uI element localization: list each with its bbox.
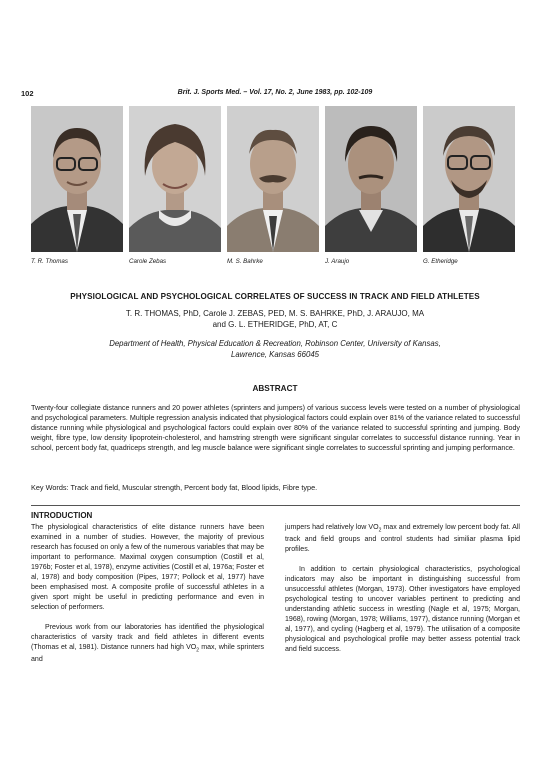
- abstract-heading: ABSTRACT: [252, 384, 298, 393]
- body-column-right: [285, 523, 520, 655]
- portrait-zebas: [129, 106, 221, 265]
- introduction-heading: INTRODUCTION: [31, 511, 93, 520]
- author-line: and G. L. ETHERIDGE, PhD, AT, C: [212, 320, 338, 329]
- portrait-photo: [325, 106, 417, 252]
- page-number: 102: [21, 89, 34, 98]
- abstract-text: Twenty-four collegiate distance runners and 20 power athletes (sprinters and jumpers) of various success levels were tested on a number of physiological and psychological parameters. Multiple regression analysis indicated that physiological factors could explain over 81% of the variance related to successful distance running while physiological and psychological factors could explain over 80% of the variance related to successful sprinting and jumping. Body weight, fibre type, low density lipoprotein-cholesterol, and hamstring strength were significant singular correlates to successful distance running. Year in school, percent body fat, quadriceps strength, and leg muscle balance were significant single correlates to successful sprinting and jumping performance.: [31, 404, 521, 452]
- author-line: T. R. THOMAS, PhD, Carole J. ZEBAS, PED, M. S. BAHRKE, PhD, J. ARAUJO, MA: [125, 309, 425, 318]
- portrait-photo: [423, 106, 515, 252]
- author-list: [0, 308, 550, 330]
- portrait-caption: G. Etheridge: [423, 258, 458, 265]
- keywords: Key Words: Track and field, Muscular strength, Percent body fat, Blood lipids, Fibre type.: [31, 483, 318, 492]
- author-portraits: [0, 106, 550, 276]
- journal-citation: Brit. J. Sports Med. – Vol. 17, No. 2, June 1983, pp. 102-109: [177, 89, 373, 96]
- portrait-bahrke: [227, 106, 319, 265]
- paragraph: jumpers had relatively low $VO_2$ max and extremely low percent body fat. All track and field groups and control students had similiar plasma lipid profiles.: [285, 524, 520, 554]
- article-title: PHYSIOLOGICAL AND PSYCHOLOGICAL CORRELATES OF SUCCESS IN TRACK AND FIELD ATHLETES: [70, 292, 480, 301]
- affiliation: [0, 338, 550, 360]
- portrait-araujo: [325, 106, 417, 265]
- affiliation-line: Department of Health, Physical Education & Recreation, Robinson Center, University of Kansas,: [109, 339, 441, 348]
- portrait-photo: [227, 106, 319, 252]
- body-column-left: [31, 523, 264, 665]
- portrait-caption: T. R. Thomas: [31, 258, 68, 265]
- portrait-photo: [129, 106, 221, 252]
- affiliation-line: Lawrence, Kansas 66045: [231, 350, 319, 359]
- portrait-caption: J. Araujo: [325, 258, 350, 265]
- portrait-caption: Carole Zebas: [129, 258, 167, 265]
- paragraph: Previous work from our laboratories has identified the physiological characteristics of varsity track and field athletes in different events (Thomas et al, 1981). Distance runners had high $VO_2$ max, while sprinters and: [31, 624, 264, 664]
- paragraph: The physiological characteristics of elite distance runners have been examined in a number of studies. However, the majority of previous research has focused on only a few of the numerous variables that may be important to performance. Maximal oxygen consumption (Costill et al, 1976b; Foster et al, 1978), enzyme activities (Costill et al, 1976a; Foster et al, 1978) and body composition (Pipes, 1977; Pollock et al, 1977) have been emphasised most. A composite profile of successful athletes in a given sport might be useful in predicting performance and even in selection of performers.: [31, 524, 264, 611]
- paragraph: In addition to certain physiological characteristics, psychological indicators may also be important in distinguishing successful from unsuccessful athletes (Morgan, 1973). Other investigators have employed psychological testing to uncover variables pertinent to predicting and understanding athletic success in wrestling (Nagle et al, 1975; Morgan, 1968), rowing (Morgan, 1978; Williams, 1977), distance running (Morgan et al, 1977), and cycling (Hagberg et al, 1979). The utilisation of a composite physiological and psychological profile may better assess potential track and field success.: [285, 566, 520, 654]
- portrait-etheridge: [423, 106, 515, 265]
- section-divider: [31, 505, 520, 506]
- portrait-thomas: [31, 106, 123, 265]
- running-header: [0, 89, 550, 101]
- portrait-caption: M. S. Bahrke: [227, 258, 263, 265]
- portrait-photo: [31, 106, 123, 252]
